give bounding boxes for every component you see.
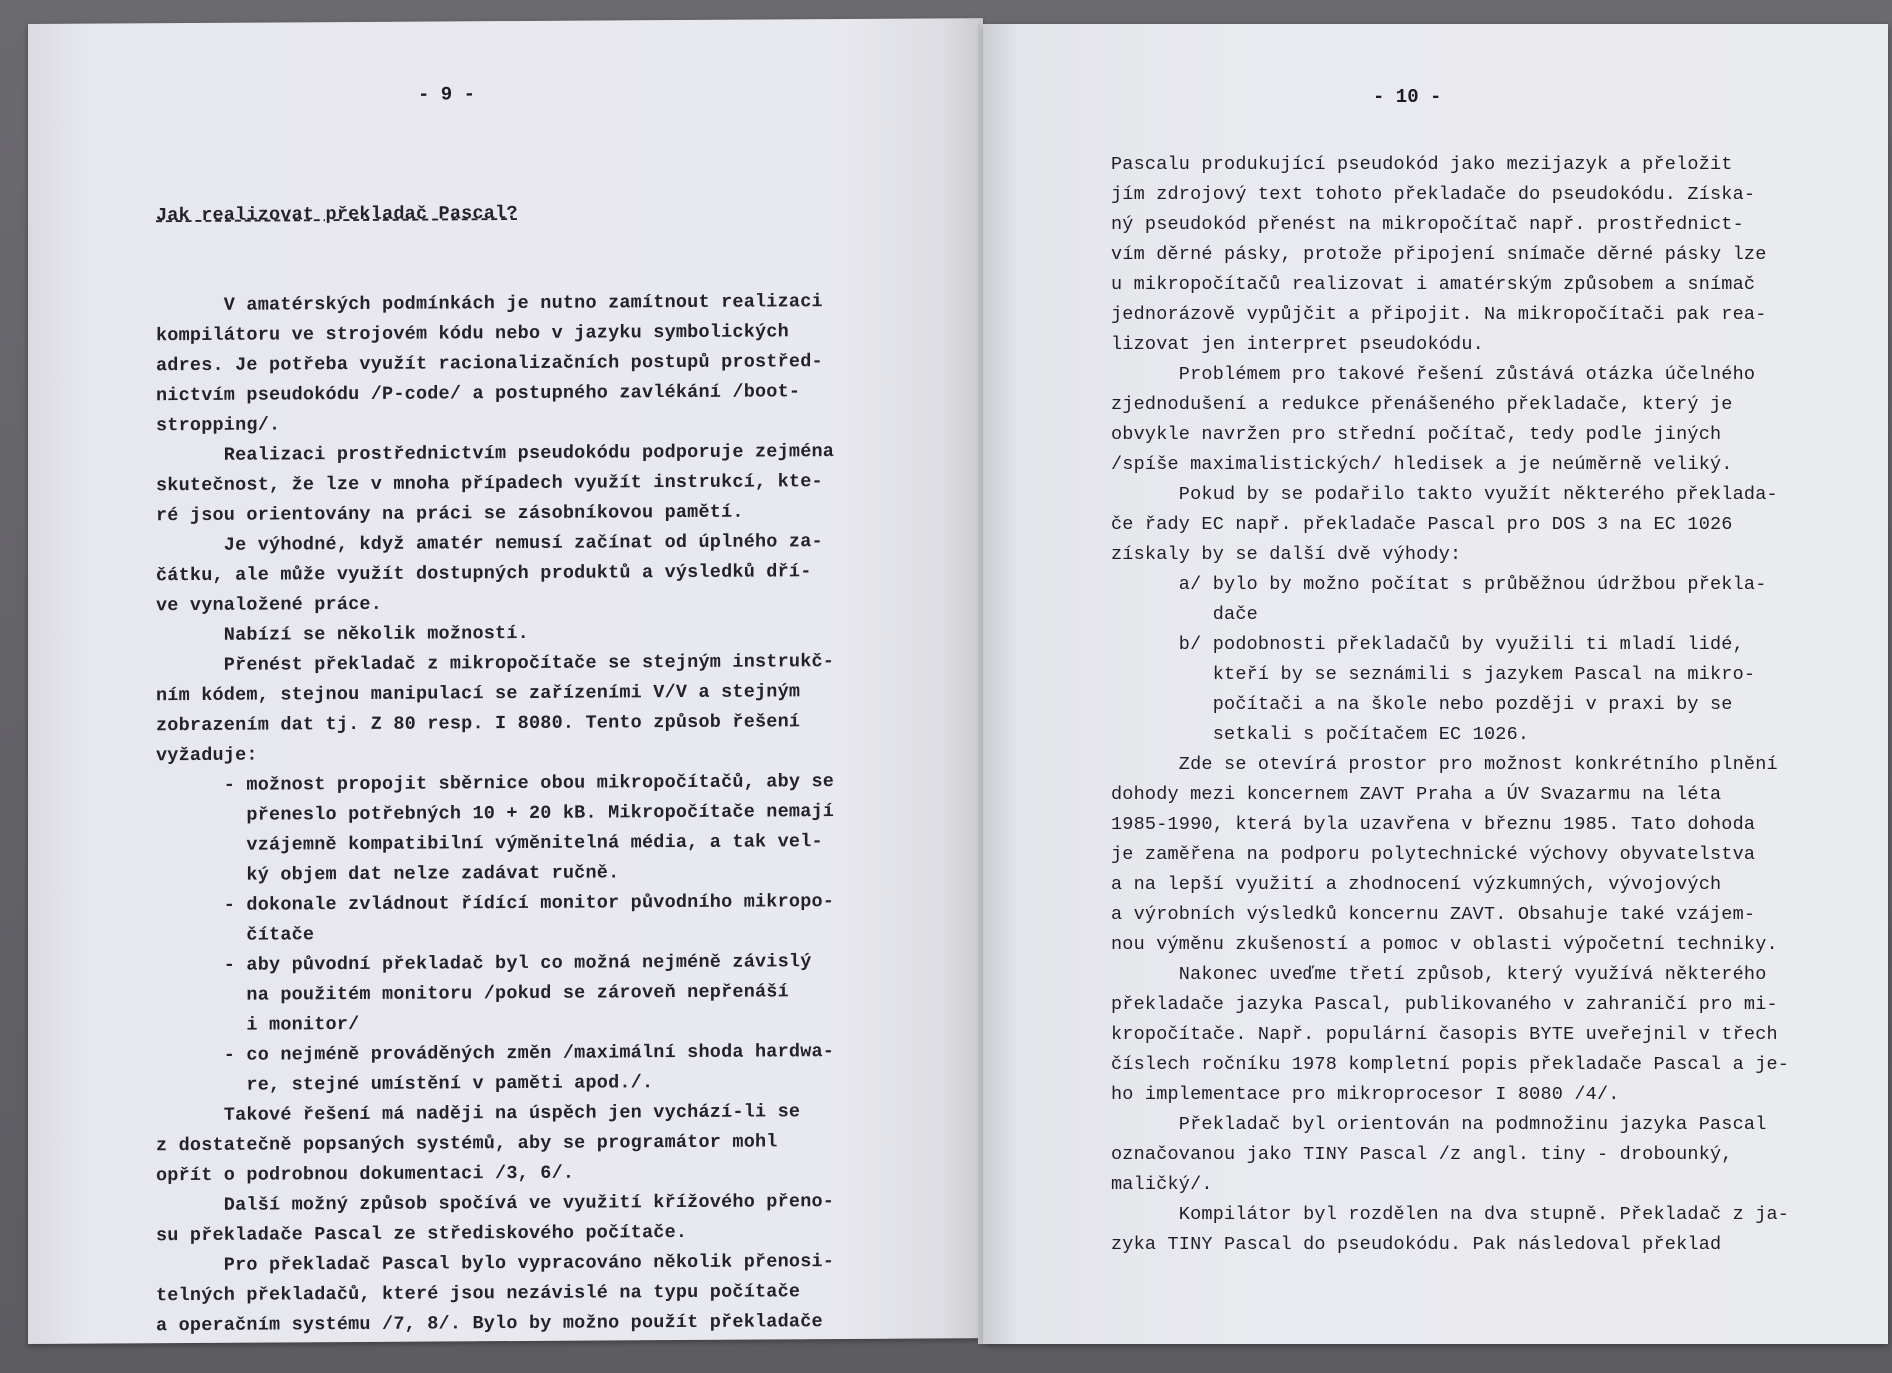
text-line: če řady EC např. překladače Pascal pro DOS 3 na EC 1026 bbox=[1111, 514, 1733, 535]
text-line: ký objem dat nelze zadávat ručně. bbox=[156, 862, 620, 887]
text-line: kteří by se seznámili s jazykem Pascal na mikro- bbox=[1111, 664, 1756, 685]
text-line: jednorázově vypůjčit a připojit. Na mikropočítači pak rea- bbox=[1111, 304, 1767, 325]
text-line: jím zdrojový text tohoto překladače do pseudokódu. Získa- bbox=[1111, 184, 1756, 205]
text-line: získaly by se další dvě výhody: bbox=[1111, 544, 1462, 565]
text-line: obvykle navržen pro střední počítač, tedy podle jiných bbox=[1111, 424, 1722, 445]
text-line: a operačním systému /7, 8/. Bylo by možno použít překladače bbox=[156, 1311, 823, 1337]
text-line: - co nejméně prováděných změn /maximální shoda hardwa- bbox=[156, 1041, 835, 1067]
text-line: Problémem pro takové řešení zůstává otázka účelného bbox=[1111, 364, 1756, 385]
text-line: i monitor/ bbox=[156, 1013, 360, 1037]
text-line: Překladač byl orientován na podmnožinu jazyka Pascal bbox=[1111, 1114, 1767, 1135]
text-line: číslech ročníku 1978 kompletní popis překladače Pascal a je- bbox=[1111, 1054, 1790, 1075]
text-line: V amatérských podmínkách je nutno zamítnout realizaci bbox=[156, 291, 823, 317]
open-booklet bbox=[18, 24, 1878, 1364]
text-line: Kompilátor byl rozdělen na dva stupně. Překladač z ja- bbox=[1111, 1204, 1790, 1225]
text-line: lizovat jen interpret pseudokódu. bbox=[1111, 334, 1484, 355]
text-line: ho implementace pro mikroprocesor I 8080 /4/. bbox=[1111, 1084, 1620, 1105]
text-line: - dokonale zvládnout řídící monitor původního mikropo- bbox=[156, 891, 835, 917]
text-line: označovanou jako TINY Pascal /z angl. tiny - drobounký, bbox=[1111, 1144, 1733, 1165]
text-line: a výrobních výsledků koncernu ZAVT. Obsahuje také vzájem- bbox=[1111, 904, 1756, 925]
text-line: b/ podobnosti překladačů by využili ti mladí lidé, bbox=[1111, 634, 1744, 655]
right-page-text bbox=[1111, 150, 1851, 1260]
text-line: skutečnost, že lze v mnoha případech využít instrukcí, kte- bbox=[156, 471, 823, 497]
page-number-left: - 9 - bbox=[418, 83, 476, 106]
text-line: Pokud by se podařilo takto využít některého překlada- bbox=[1111, 484, 1778, 505]
text-line: Přenést překladač z mikropočítače se stejným instrukč- bbox=[156, 651, 835, 677]
text-line: překladače jazyka Pascal, publikovaného v zahraničí pro mi- bbox=[1111, 994, 1778, 1015]
text-line: u mikropočítačů realizovat i amatérským způsobem a snímač bbox=[1111, 274, 1756, 295]
text-line: Pro překladač Pascal bylo vypracováno několik přenosi- bbox=[156, 1251, 835, 1277]
text-line: stropping/. bbox=[156, 414, 281, 437]
text-line: ním kódem, stejnou manipulací se zařízeními V/V a stejným bbox=[156, 681, 801, 707]
text-line: čítače bbox=[156, 924, 315, 947]
text-line: Realizaci prostřednictvím pseudokódu podporuje zejména bbox=[156, 441, 835, 467]
section-heading: Jak realizovat překladač Pascal? bbox=[156, 203, 518, 227]
text-line: ve vynaložené práce. bbox=[156, 593, 383, 617]
text-line: Nakonec uveďme třetí způsob, který využívá některého bbox=[1111, 964, 1767, 985]
text-line: na použitém monitoru /pokud se zároveň nepřenáší bbox=[156, 981, 789, 1007]
text-line: Je výhodné, když amatér nemusí začínat od úplného za- bbox=[156, 531, 823, 557]
text-line: - možnost propojit sběrnice obou mikropočítačů, aby se bbox=[156, 771, 835, 797]
text-line: je zaměřena na podporu polytechnické výchovy obyvatelstva bbox=[1111, 844, 1756, 865]
page-number-right: - 10 - bbox=[1373, 86, 1442, 108]
text-line: opřít o podrobnou dokumentaci /3, 6/. bbox=[156, 1162, 575, 1187]
text-line: re, stejné umístění v paměti apod./. bbox=[156, 1072, 654, 1097]
text-line: Zde se otevírá prostor pro možnost konkrétního plnění bbox=[1111, 754, 1778, 775]
text-line: kropočítače. Např. populární časopis BYTE uveřejnil v třech bbox=[1111, 1024, 1778, 1045]
left-page bbox=[28, 18, 983, 1344]
text-line: ré jsou orientovány na práci se zásobníkovou pamětí. bbox=[156, 501, 744, 527]
text-line: čátku, ale může využít dostupných produktů a výsledků dří- bbox=[156, 561, 812, 587]
text-line: dače bbox=[1111, 604, 1258, 625]
text-line: setkali s počítačem EC 1026. bbox=[1111, 724, 1530, 745]
text-line: dohody mezi koncernem ZAVT Praha a ÚV Svazarmu na léta bbox=[1111, 784, 1722, 805]
text-line: zyka TINY Pascal do pseudokódu. Pak následoval překlad bbox=[1111, 1234, 1722, 1255]
text-line: ný pseudokód přenést na mikropočítač např. prostřednict- bbox=[1111, 214, 1744, 235]
text-line: vzájemně kompatibilní výměnitelná média, a tak vel- bbox=[156, 831, 823, 857]
text-line: zobrazením dat tj. Z 80 resp. I 8080. Tento způsob řešení bbox=[156, 711, 801, 737]
text-line: 1985-1990, která byla uzavřena v březnu 1985. Tato dohoda bbox=[1111, 814, 1756, 835]
text-line: nictvím pseudokódu /P-code/ a postupného zavlékání /boot- bbox=[156, 381, 801, 407]
text-line: nou výměnu zkušeností a pomoc v oblasti výpočetní techniky. bbox=[1111, 934, 1778, 955]
text-line: Nabízí se několik možností. bbox=[156, 622, 529, 647]
text-line: kompilátoru ve strojovém kódu nebo v jazyku symbolických bbox=[156, 321, 789, 347]
text-line: Pascalu produkující pseudokód jako mezijazyk a přeložit bbox=[1111, 154, 1733, 175]
left-page-text bbox=[156, 137, 856, 1341]
text-line: a na lepší využití a zhodnocení výzkumných, vývojových bbox=[1111, 874, 1722, 895]
text-line: zjednodušení a redukce přenášeného překladače, který je bbox=[1111, 394, 1733, 415]
text-line: - aby původní překladač byl co možná nejméně závislý bbox=[156, 951, 812, 977]
text-line: Další možný způsob spočívá ve využití křížového přeno- bbox=[156, 1191, 835, 1217]
text-line: vím děrné pásky, protože připojení snímače děrné pásky lze bbox=[1111, 244, 1767, 265]
text-line: adres. Je potřeba využít racionalizačních postupů prostřed- bbox=[156, 351, 823, 377]
text-line: vyžaduje: bbox=[156, 744, 258, 767]
right-page bbox=[983, 24, 1888, 1344]
text-line: /spíše maximalistických/ hledisek a je neúměrně veliký. bbox=[1111, 454, 1733, 475]
text-line: počítači a na škole nebo později v praxi by se bbox=[1111, 694, 1733, 715]
text-line: maličký/. bbox=[1111, 1174, 1213, 1195]
text-line: telných překladačů, které jsou nezávislé na typu počítače bbox=[156, 1281, 801, 1307]
text-line: přeneslo potřebných 10 + 20 kB. Mikropočítače nemají bbox=[156, 801, 835, 827]
text-line: z dostatečně popsaných systémů, aby se programátor mohl bbox=[156, 1131, 778, 1157]
text-line: a/ bylo by možno počítat s průběžnou údržbou překla- bbox=[1111, 574, 1767, 595]
text-line: Takové řešení má naději na úspěch jen vychází-li se bbox=[156, 1101, 801, 1127]
text-line: su překladače Pascal ze střediskového počítače. bbox=[156, 1221, 688, 1247]
